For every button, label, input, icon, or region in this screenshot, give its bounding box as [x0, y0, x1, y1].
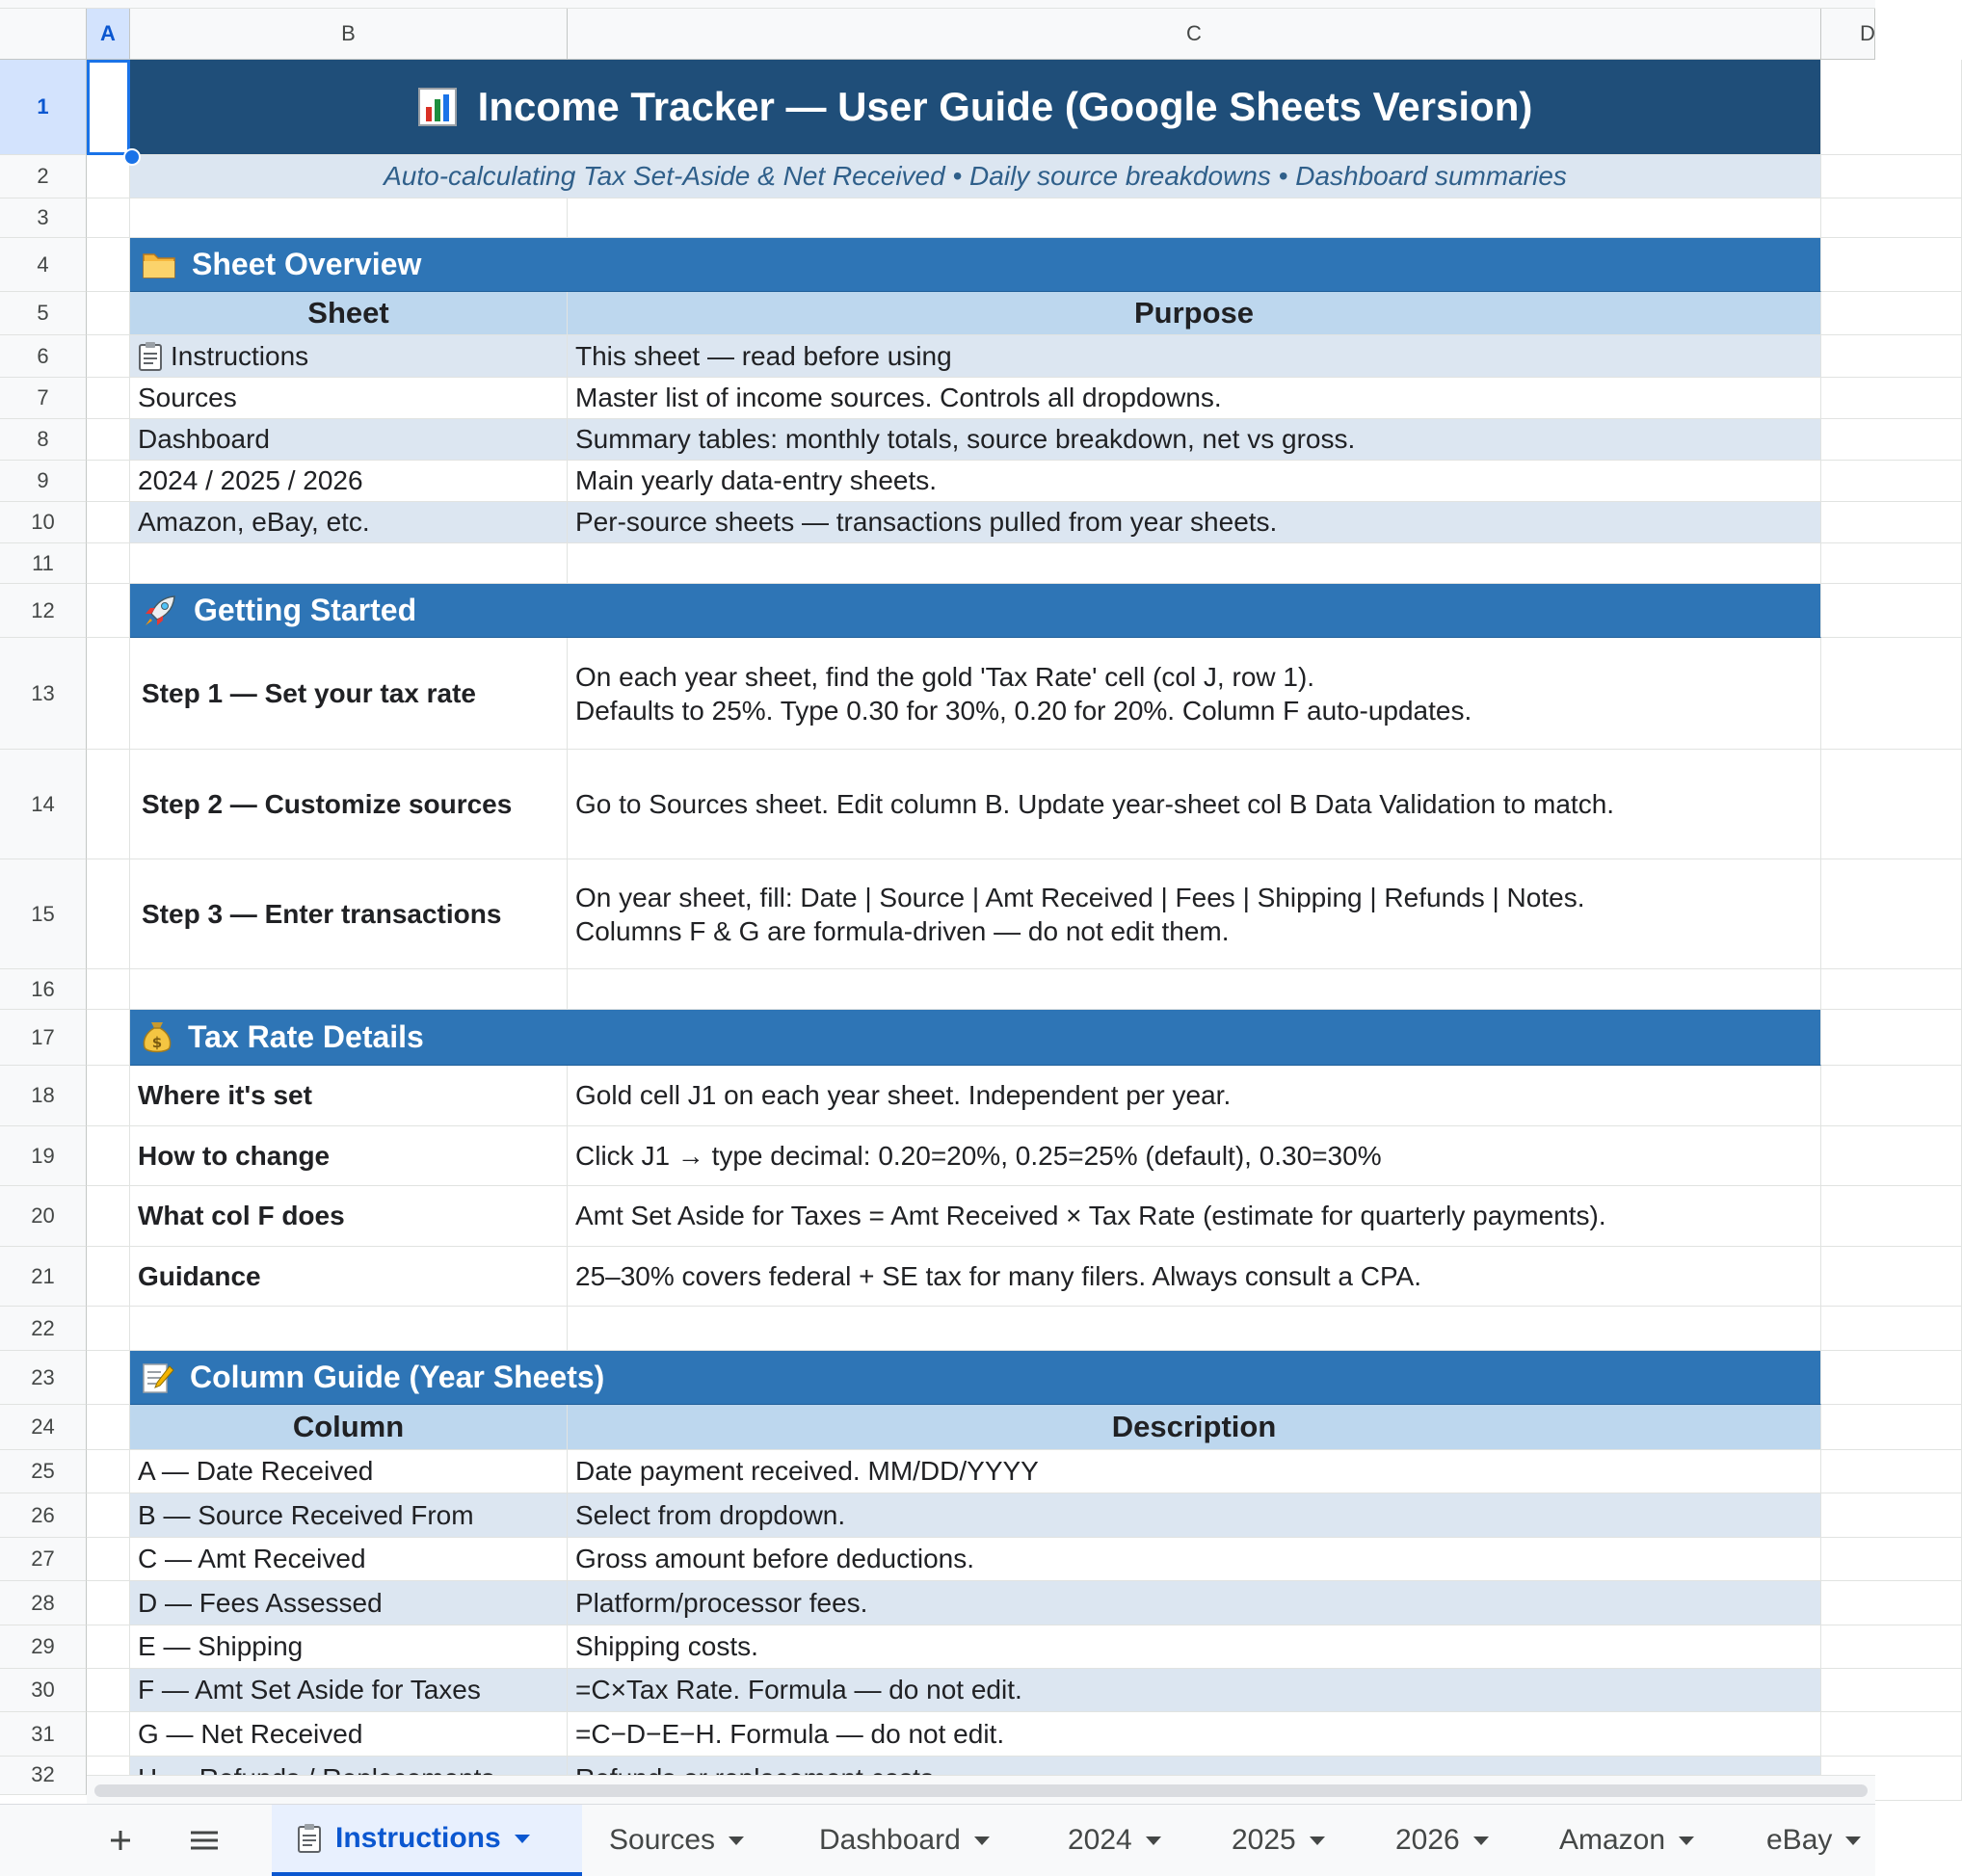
cell[interactable]	[87, 1669, 130, 1712]
cell[interactable]	[130, 1307, 568, 1351]
scrollbar-thumb[interactable]	[94, 1784, 1868, 1797]
cell[interactable]	[87, 1307, 130, 1351]
table-row	[87, 335, 1875, 378]
svg-text:$: $	[151, 1033, 163, 1051]
tab-label: Amazon	[1559, 1824, 1666, 1856]
cell[interactable]	[1821, 1351, 1962, 1405]
table-row	[87, 1126, 1875, 1186]
step-detail-cell[interactable]	[568, 638, 1821, 750]
cell[interactable]	[87, 1493, 130, 1538]
row-header[interactable]: 2	[0, 155, 87, 198]
tax-label-cell[interactable]: Guidance	[130, 1247, 568, 1307]
plus-icon	[108, 1828, 133, 1853]
column-header-c[interactable]: C	[568, 8, 1821, 60]
row-header[interactable]: 24	[0, 1405, 87, 1450]
row-header[interactable]: 13	[0, 638, 87, 750]
section-header-sheet-overview[interactable]	[130, 238, 1821, 292]
table-row	[87, 859, 1875, 969]
cell[interactable]	[1821, 1126, 1962, 1186]
sheet-row	[87, 1405, 1875, 1450]
subtitle-cell[interactable]: Auto-calculating Tax Set-Aside & Net Received • Daily source breakdowns • Dashboard summaries	[130, 155, 1821, 198]
folder-icon	[142, 251, 176, 279]
tab-label: eBay	[1766, 1824, 1833, 1856]
step-label-cell[interactable]: Step 3 — Enter transactions	[130, 859, 568, 969]
cell[interactable]	[87, 238, 130, 292]
column-header-b[interactable]: B	[130, 8, 568, 60]
cell[interactable]	[130, 543, 568, 584]
row-header[interactable]: 1	[0, 60, 87, 155]
cell[interactable]	[1821, 155, 1962, 198]
cell[interactable]	[1821, 543, 1962, 584]
tab-2026[interactable]	[1395, 1805, 1489, 1876]
memo-icon	[142, 1361, 174, 1394]
clipboard-icon	[297, 1823, 322, 1854]
chevron-down-icon	[1146, 1836, 1161, 1845]
cell[interactable]	[1821, 1307, 1962, 1351]
cell[interactable]	[87, 859, 130, 969]
tax-value-cell[interactable]: 25–30% covers federal + SE tax for many filers. Always consult a CPA.	[568, 1247, 1821, 1307]
sheet-name-cell[interactable]	[130, 335, 568, 378]
cell[interactable]	[130, 198, 568, 238]
cell[interactable]	[87, 1186, 130, 1247]
cell[interactable]	[87, 1625, 130, 1669]
column-header-d[interactable]: D	[1821, 8, 1875, 60]
tax-label-cell[interactable]: What col F does	[130, 1186, 568, 1247]
menu-icon	[189, 1829, 220, 1852]
cell[interactable]	[1821, 1247, 1962, 1307]
table-row	[87, 1186, 1875, 1247]
purpose-cell[interactable]: Per-source sheets — transactions pulled from year sheets.	[568, 502, 1821, 543]
clipboard-icon	[138, 341, 163, 372]
purpose-cell[interactable]: This sheet — read before using	[568, 335, 1821, 378]
row-header[interactable]: 17	[0, 1010, 87, 1066]
tax-value-cell[interactable]: Amt Set Aside for Taxes = Amt Received × Tax Rate (estimate for quarterly payments).	[568, 1186, 1821, 1247]
row-header[interactable]: 11	[0, 543, 87, 584]
column-description-cell[interactable]: Date payment received. MM/DD/YYYY	[568, 1450, 1821, 1493]
cell[interactable]	[1821, 1450, 1962, 1493]
step-label-cell[interactable]: Step 2 — Customize sources	[130, 750, 568, 859]
column-heading-column[interactable]: Column	[130, 1405, 568, 1450]
cell[interactable]	[1821, 198, 1962, 238]
title-cell[interactable]	[130, 60, 1821, 155]
chevron-down-icon	[729, 1836, 744, 1845]
cell[interactable]	[1821, 1186, 1962, 1247]
cell[interactable]	[87, 750, 130, 859]
table-row	[87, 419, 1875, 461]
row-header[interactable]: 21	[0, 1247, 87, 1307]
section-header-column-guide[interactable]	[130, 1351, 1821, 1405]
all-sheets-button[interactable]	[175, 1805, 233, 1876]
cell[interactable]	[568, 543, 1821, 584]
step-detail-cell[interactable]	[568, 859, 1821, 969]
tax-value-cell[interactable]: Gold cell J1 on each year sheet. Independent per year.	[568, 1066, 1821, 1126]
page-title: Income Tracker — User Guide (Google Sheets Version)	[477, 84, 1533, 129]
sheet-row	[87, 155, 1875, 198]
sheet-name-cell[interactable]: Sources	[130, 378, 568, 419]
table-row	[87, 1538, 1875, 1581]
sheet-row	[87, 1010, 1875, 1066]
cell[interactable]	[1821, 1625, 1962, 1669]
purpose-cell[interactable]: Summary tables: monthly totals, source breakdown, net vs gross.	[568, 419, 1821, 461]
row-header[interactable]: 26	[0, 1493, 87, 1538]
sheet-row	[87, 969, 1875, 1010]
grid-top-edge	[0, 0, 1875, 9]
cell[interactable]	[87, 969, 130, 1010]
row-header[interactable]: 6	[0, 335, 87, 378]
cell[interactable]	[1821, 502, 1962, 543]
horizontal-scrollbar[interactable]	[87, 1775, 1875, 1805]
column-name-cell[interactable]: D — Fees Assessed	[130, 1581, 568, 1625]
rocket-icon	[142, 593, 178, 629]
table-row	[87, 1247, 1875, 1307]
cell[interactable]	[87, 1351, 130, 1405]
cell[interactable]	[87, 1066, 130, 1126]
row-header[interactable]: 10	[0, 502, 87, 543]
row-header[interactable]: 15	[0, 859, 87, 969]
tab-sources[interactable]	[609, 1805, 744, 1876]
column-name-cell[interactable]: C — Amt Received	[130, 1538, 568, 1581]
cell[interactable]	[1821, 335, 1962, 378]
row-header[interactable]: 30	[0, 1669, 87, 1712]
column-name-cell[interactable]: E — Shipping	[130, 1625, 568, 1669]
cell[interactable]	[1821, 969, 1962, 1010]
table-row	[87, 1669, 1875, 1712]
row-header[interactable]: 3	[0, 198, 87, 238]
chevron-down-icon	[1679, 1836, 1694, 1845]
cell[interactable]	[87, 1712, 130, 1757]
tab-ebay[interactable]	[1766, 1805, 1861, 1876]
section-header-tax-rate[interactable]	[130, 1010, 1821, 1066]
cell[interactable]	[87, 1581, 130, 1625]
cell[interactable]	[87, 155, 130, 198]
tab-label: 2026	[1395, 1824, 1460, 1856]
sheet-row	[87, 292, 1875, 335]
cell[interactable]	[87, 461, 130, 502]
row-header[interactable]: 28	[0, 1581, 87, 1625]
table-row	[87, 502, 1875, 543]
tax-value-cell[interactable]: Click J1 → type decimal: 0.20=20%, 0.25=25% (default), 0.30=30%	[568, 1126, 1821, 1186]
column-description-cell[interactable]: =C×Tax Rate. Formula — do not edit.	[568, 1669, 1821, 1712]
sheet-tab-bar	[0, 1804, 1875, 1876]
column-name-cell[interactable]: B — Source Received From	[130, 1493, 568, 1538]
tab-label: Sources	[609, 1824, 716, 1856]
cell[interactable]	[1821, 1712, 1962, 1757]
section-title: Column Guide (Year Sheets)	[190, 1360, 605, 1394]
step-detail-line: Defaults to 25%. Type 0.30 for 30%, 0.20 for 20%. Column F auto-updates.	[575, 695, 1472, 726]
column-description-cell[interactable]: Platform/processor fees.	[568, 1581, 1821, 1625]
column-name-cell[interactable]: A — Date Received	[130, 1450, 568, 1493]
chevron-down-icon	[1845, 1836, 1861, 1845]
cell[interactable]	[1821, 1405, 1962, 1450]
step-label-cell[interactable]: Step 1 — Set your tax rate	[130, 638, 568, 750]
table-row	[87, 1625, 1875, 1669]
cell[interactable]	[87, 335, 130, 378]
cell[interactable]	[87, 584, 130, 638]
cell-selection-outline	[87, 60, 130, 155]
cell[interactable]	[568, 1307, 1821, 1351]
column-description-cell[interactable]: Shipping costs.	[568, 1625, 1821, 1669]
sheet-row	[87, 1351, 1875, 1405]
cell[interactable]	[87, 502, 130, 543]
row-header[interactable]: 8	[0, 419, 87, 461]
tab-label: 2025	[1232, 1824, 1296, 1856]
cell[interactable]	[568, 969, 1821, 1010]
cell[interactable]	[87, 292, 130, 335]
cell[interactable]	[1821, 1669, 1962, 1712]
cell[interactable]	[1821, 1066, 1962, 1126]
cell[interactable]	[1821, 1010, 1962, 1066]
tab-instructions[interactable]	[272, 1805, 582, 1876]
sheet-row	[87, 1307, 1875, 1351]
tax-label-cell[interactable]: Where it's set	[130, 1066, 568, 1126]
row-header[interactable]: 5	[0, 292, 87, 335]
row-header[interactable]: 19	[0, 1126, 87, 1186]
money-bag-icon	[142, 1019, 172, 1056]
column-name-cell[interactable]: G — Net Received	[130, 1712, 568, 1757]
table-row	[87, 750, 1875, 859]
chevron-down-icon	[1473, 1836, 1489, 1845]
cell[interactable]	[87, 1538, 130, 1581]
column-heading-purpose[interactable]: Purpose	[568, 292, 1821, 335]
cell[interactable]	[1821, 859, 1962, 969]
row-header[interactable]: 22	[0, 1307, 87, 1351]
cell[interactable]	[87, 1450, 130, 1493]
section-title: Tax Rate Details	[188, 1019, 424, 1054]
cell[interactable]	[87, 543, 130, 584]
row-header[interactable]: 12	[0, 584, 87, 638]
sheet-name: Instructions	[171, 340, 309, 371]
add-sheet-button[interactable]	[92, 1805, 149, 1876]
cell[interactable]	[1821, 238, 1962, 292]
step-detail-line: Go to Sources sheet. Edit column B. Update year-sheet col B Data Validation to match.	[575, 789, 1615, 819]
column-heading-sheet[interactable]: Sheet	[130, 292, 568, 335]
table-row	[87, 1066, 1875, 1126]
sheet-row	[87, 543, 1875, 584]
cell[interactable]	[87, 638, 130, 750]
cell[interactable]	[1821, 638, 1962, 750]
cell[interactable]	[1821, 378, 1962, 419]
table-row	[87, 1493, 1875, 1538]
table-row	[87, 1712, 1875, 1757]
sheet-name-cell[interactable]: 2024 / 2025 / 2026	[130, 461, 568, 502]
cell[interactable]	[87, 1405, 130, 1450]
step-detail-line: Columns F & G are formula-driven — do not edit them.	[575, 915, 1230, 946]
section-title: Getting Started	[194, 593, 417, 627]
table-row	[87, 638, 1875, 750]
column-name-cell[interactable]: F — Amt Set Aside for Taxes	[130, 1669, 568, 1712]
column-header-a[interactable]: A	[87, 8, 130, 60]
tax-label-cell[interactable]: How to change	[130, 1126, 568, 1186]
tab-2025[interactable]	[1232, 1805, 1325, 1876]
cell[interactable]	[1821, 461, 1962, 502]
column-description-cell[interactable]: Select from dropdown.	[568, 1493, 1821, 1538]
row-header[interactable]: 25	[0, 1450, 87, 1493]
row-header[interactable]: 23	[0, 1351, 87, 1405]
cell[interactable]	[1821, 419, 1962, 461]
section-header-getting-started[interactable]	[130, 584, 1821, 638]
cell[interactable]	[568, 198, 1821, 238]
cell[interactable]	[1821, 1581, 1962, 1625]
sheet-name-cell[interactable]: Amazon, eBay, etc.	[130, 502, 568, 543]
cell-d1[interactable]	[1821, 60, 1962, 155]
chevron-down-icon	[974, 1836, 990, 1845]
row-header[interactable]: 27	[0, 1538, 87, 1581]
purpose-cell[interactable]: Master list of income sources. Controls all dropdowns.	[568, 378, 1821, 419]
tab-label: Instructions	[335, 1822, 501, 1854]
table-row	[87, 1581, 1875, 1625]
sheet-row	[87, 60, 1875, 155]
tab-dashboard[interactable]	[819, 1805, 990, 1876]
row-header[interactable]: 18	[0, 1066, 87, 1126]
section-title: Sheet Overview	[192, 247, 422, 281]
cell[interactable]	[1821, 1493, 1962, 1538]
cell[interactable]	[1821, 292, 1962, 335]
cell[interactable]	[87, 1247, 130, 1307]
table-row	[87, 378, 1875, 419]
column-description-cell[interactable]: =C−D−E−H. Formula — do not edit.	[568, 1712, 1821, 1757]
purpose-cell[interactable]: Main yearly data-entry sheets.	[568, 461, 1821, 502]
step-detail-line: On each year sheet, find the gold 'Tax Rate' cell (col J, row 1).	[575, 661, 1315, 692]
cell[interactable]	[87, 419, 130, 461]
row-header[interactable]: 4	[0, 238, 87, 292]
column-description-cell[interactable]: Gross amount before deductions.	[568, 1538, 1821, 1581]
cell[interactable]	[87, 198, 130, 238]
fill-handle[interactable]	[123, 148, 141, 166]
step-detail-cell[interactable]	[568, 750, 1821, 859]
tab-label: Dashboard	[819, 1824, 961, 1856]
column-heading-description[interactable]: Description	[568, 1405, 1821, 1450]
sheet-row	[87, 238, 1875, 292]
row-header[interactable]: 32	[0, 1757, 87, 1795]
cell[interactable]	[130, 969, 568, 1010]
cell[interactable]	[1821, 750, 1962, 859]
sheet-row	[87, 584, 1875, 638]
row-header[interactable]: 16	[0, 969, 87, 1010]
sheet-name-cell[interactable]: Dashboard	[130, 419, 568, 461]
cell[interactable]	[87, 1126, 130, 1186]
tab-amazon[interactable]	[1559, 1805, 1694, 1876]
row-header[interactable]: 14	[0, 750, 87, 859]
tab-2024[interactable]	[1068, 1805, 1161, 1876]
row-header[interactable]: 9	[0, 461, 87, 502]
cell[interactable]	[87, 378, 130, 419]
bar-chart-icon	[418, 88, 457, 126]
row-header[interactable]: 20	[0, 1186, 87, 1247]
step-detail-line: On year sheet, fill: Date | Source | Amt Received | Fees | Shipping | Refunds | Notes.	[575, 882, 1585, 912]
cell[interactable]	[1821, 1538, 1962, 1581]
sheet-row	[87, 198, 1875, 238]
row-header[interactable]: 29	[0, 1625, 87, 1669]
tab-label: 2024	[1068, 1824, 1132, 1856]
table-row	[87, 1450, 1875, 1493]
cell[interactable]	[87, 1010, 130, 1066]
cell[interactable]	[1821, 584, 1962, 638]
select-all-corner[interactable]	[0, 8, 87, 60]
chevron-down-icon	[515, 1835, 530, 1843]
chevron-down-icon	[1310, 1836, 1325, 1845]
table-row	[87, 461, 1875, 502]
row-header[interactable]: 31	[0, 1712, 87, 1757]
row-header[interactable]: 7	[0, 378, 87, 419]
